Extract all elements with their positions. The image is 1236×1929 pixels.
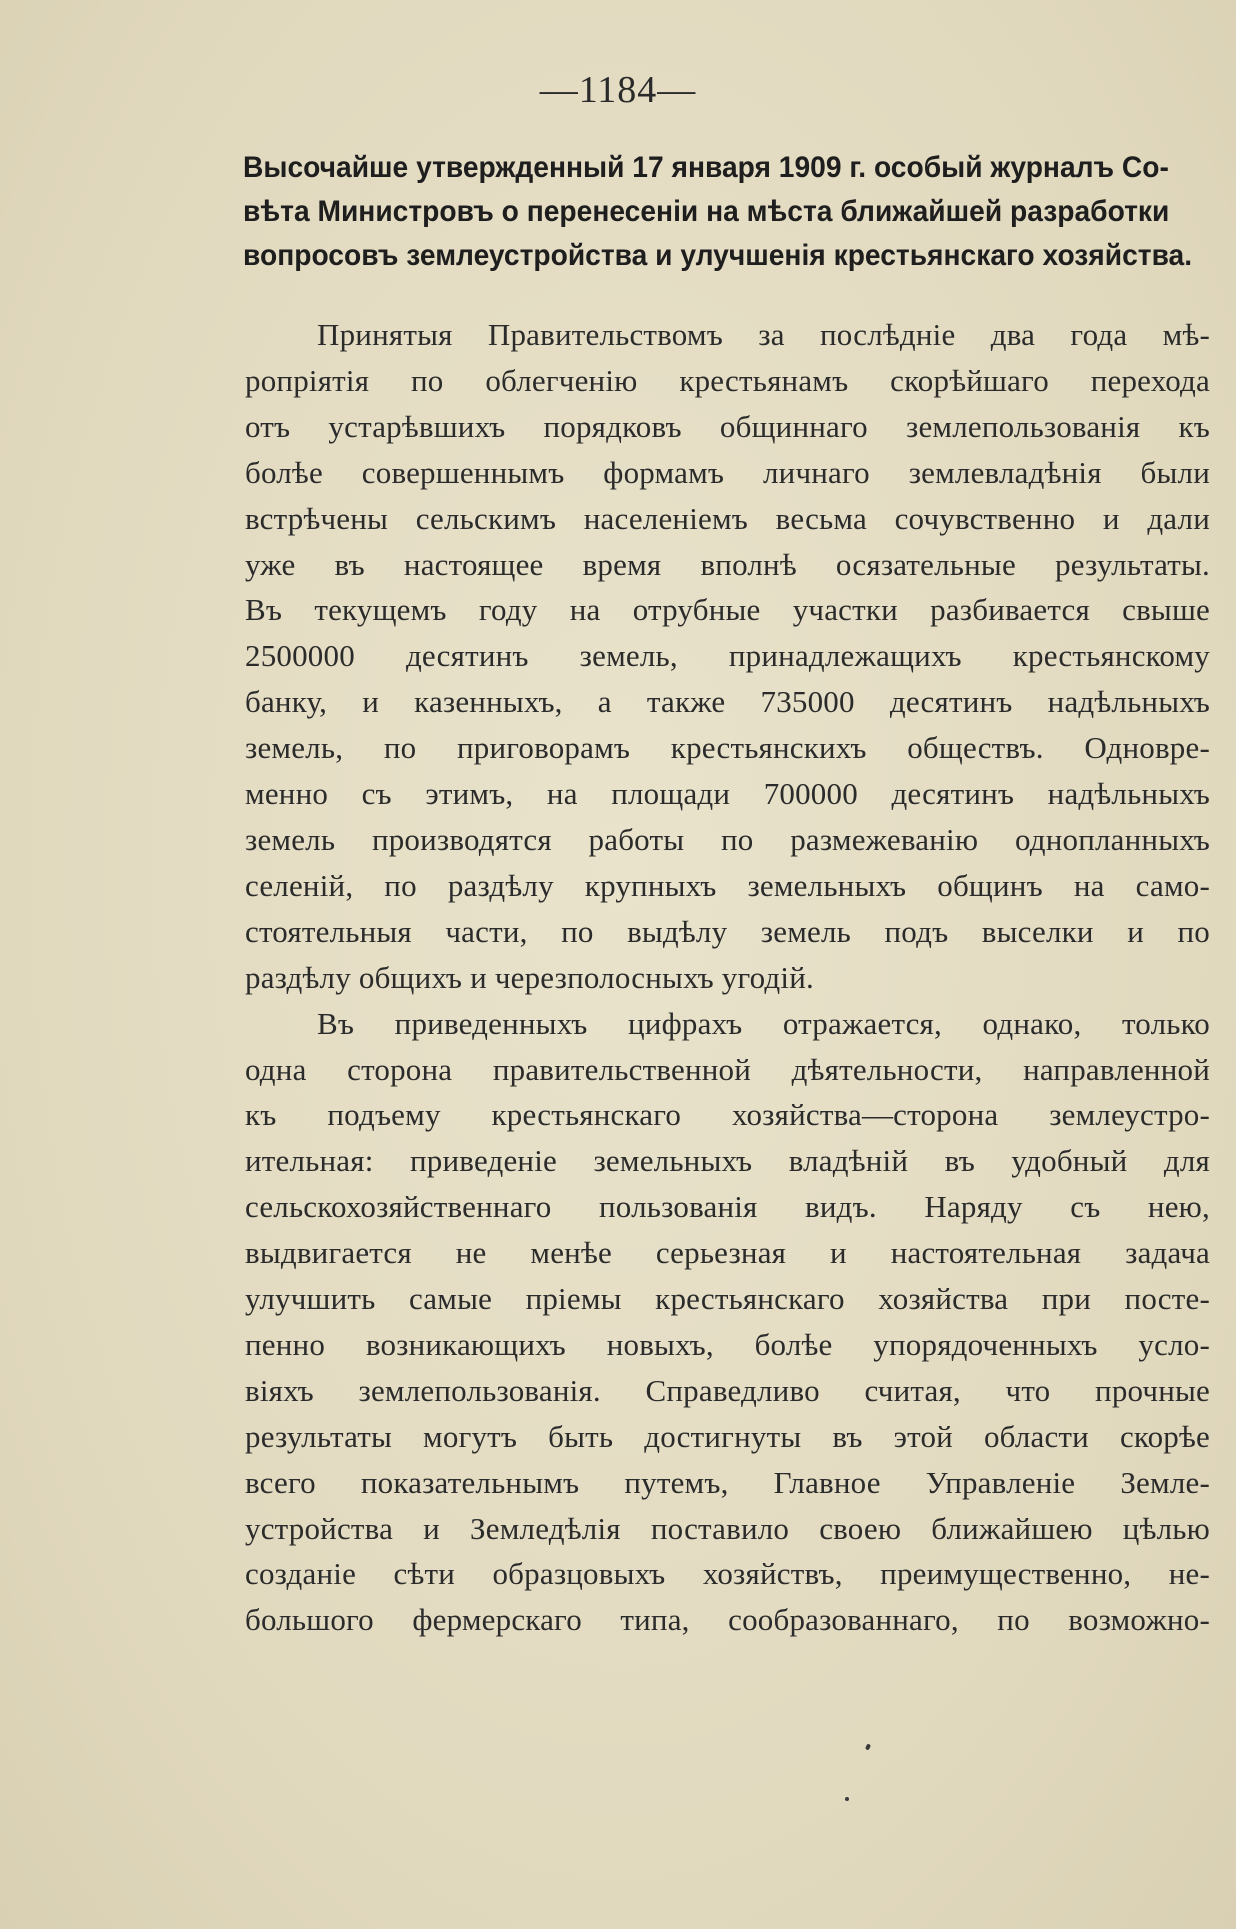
body-line: сельскохозяйственнаго пользованія видъ. Наряду съ нею, <box>245 1189 1210 1225</box>
body-line: ительная: приведеніе земельныхъ владѣній въ удобный для <box>245 1143 1210 1179</box>
body-line: раздѣлу общихъ и черезполосныхъ угодій. <box>245 959 814 995</box>
body-line: всего показательнымъ путемъ, Главное Управленіе Земле- <box>245 1464 1210 1500</box>
body-line: встрѣчены сельскимъ населеніемъ весьма сочувственно и дали <box>245 500 1210 536</box>
title-line: вѣта Министровъ о перенесеніи на мѣста ближайшей разработки <box>243 195 1170 228</box>
title-line: вопросовъ землеустройства и улучшенія крестьянскаго хозяйства. <box>243 239 1193 272</box>
body-line: устройства и Земледѣлія поставило своею ближайшею цѣлью <box>245 1510 1210 1546</box>
body-line: Принятыя Правительствомъ за послѣдніе два года мѣ- <box>317 317 1210 352</box>
body-line: стоятельныя части, по выдѣлу земель подъ выселки и по <box>245 913 1210 949</box>
body-line: земель производятся работы по размежеванію однопланныхъ <box>245 821 1210 857</box>
body-line: віяхъ землепользованія. Справедливо считая, что прочные <box>245 1372 1210 1408</box>
body-line: выдвигается не менѣе серьезная и настоятельная задача <box>245 1235 1210 1271</box>
body-text <box>245 312 1210 1643</box>
body-line: 2500000 десятинъ земель, принадлежащихъ крестьянскому <box>245 638 1210 674</box>
title-line: Высочайше утвержденный 17 января 1909 г. особый журналъ Со- <box>243 151 1169 184</box>
page-number: —1184— <box>539 69 697 111</box>
ink-speck <box>845 1797 849 1801</box>
body-line: улучшить самые пріемы крестьянскаго хозяйства при посте- <box>245 1281 1210 1317</box>
body-line: земель, по приговорамъ крестьянскихъ обществъ. Одновре- <box>245 730 1210 766</box>
body-line: одна сторона правительственной дѣятельности, направленной <box>245 1051 1210 1087</box>
body-line: селеній, по раздѣлу крупныхъ земельныхъ общинъ на само- <box>245 867 1210 903</box>
body-line: пенно возникающихъ новыхъ, болѣе упорядоченныхъ усло- <box>245 1326 1210 1362</box>
body-line: большого фермерскаго типа, сообразованнаго, по возможно- <box>245 1602 1210 1638</box>
body-line: менно съ этимъ, на площади 700000 десятинъ надѣльныхъ <box>245 776 1210 812</box>
document-title <box>243 146 1193 278</box>
body-line: Въ приведенныхъ цифрахъ отражается, однако, только <box>317 1005 1210 1041</box>
body-line: созданіе сѣти образцовыхъ хозяйствъ, преимущественно, не- <box>245 1556 1210 1592</box>
body-line: къ подъему крестьянскаго хозяйства—сторона землеустро- <box>245 1097 1210 1133</box>
body-line: банку, и казенныхъ, а также 735000 десятинъ надѣльныхъ <box>245 684 1210 720</box>
body-line: результаты могутъ быть достигнуты въ этой области скорѣе <box>245 1418 1210 1454</box>
body-line: уже въ настоящее время вполнѣ осязательные результаты. <box>245 546 1210 582</box>
body-line: ропріятія по облегченію крестьянамъ скорѣйшаго перехода <box>245 362 1210 398</box>
ink-speck <box>865 1743 871 1750</box>
body-line: отъ устарѣвшихъ порядковъ общиннаго землепользованія къ <box>245 408 1210 444</box>
body-line: болѣе совершеннымъ формамъ личнаго землевладѣнія были <box>245 454 1210 490</box>
body-line: Въ текущемъ году на отрубные участки разбивается свыше <box>245 592 1210 628</box>
